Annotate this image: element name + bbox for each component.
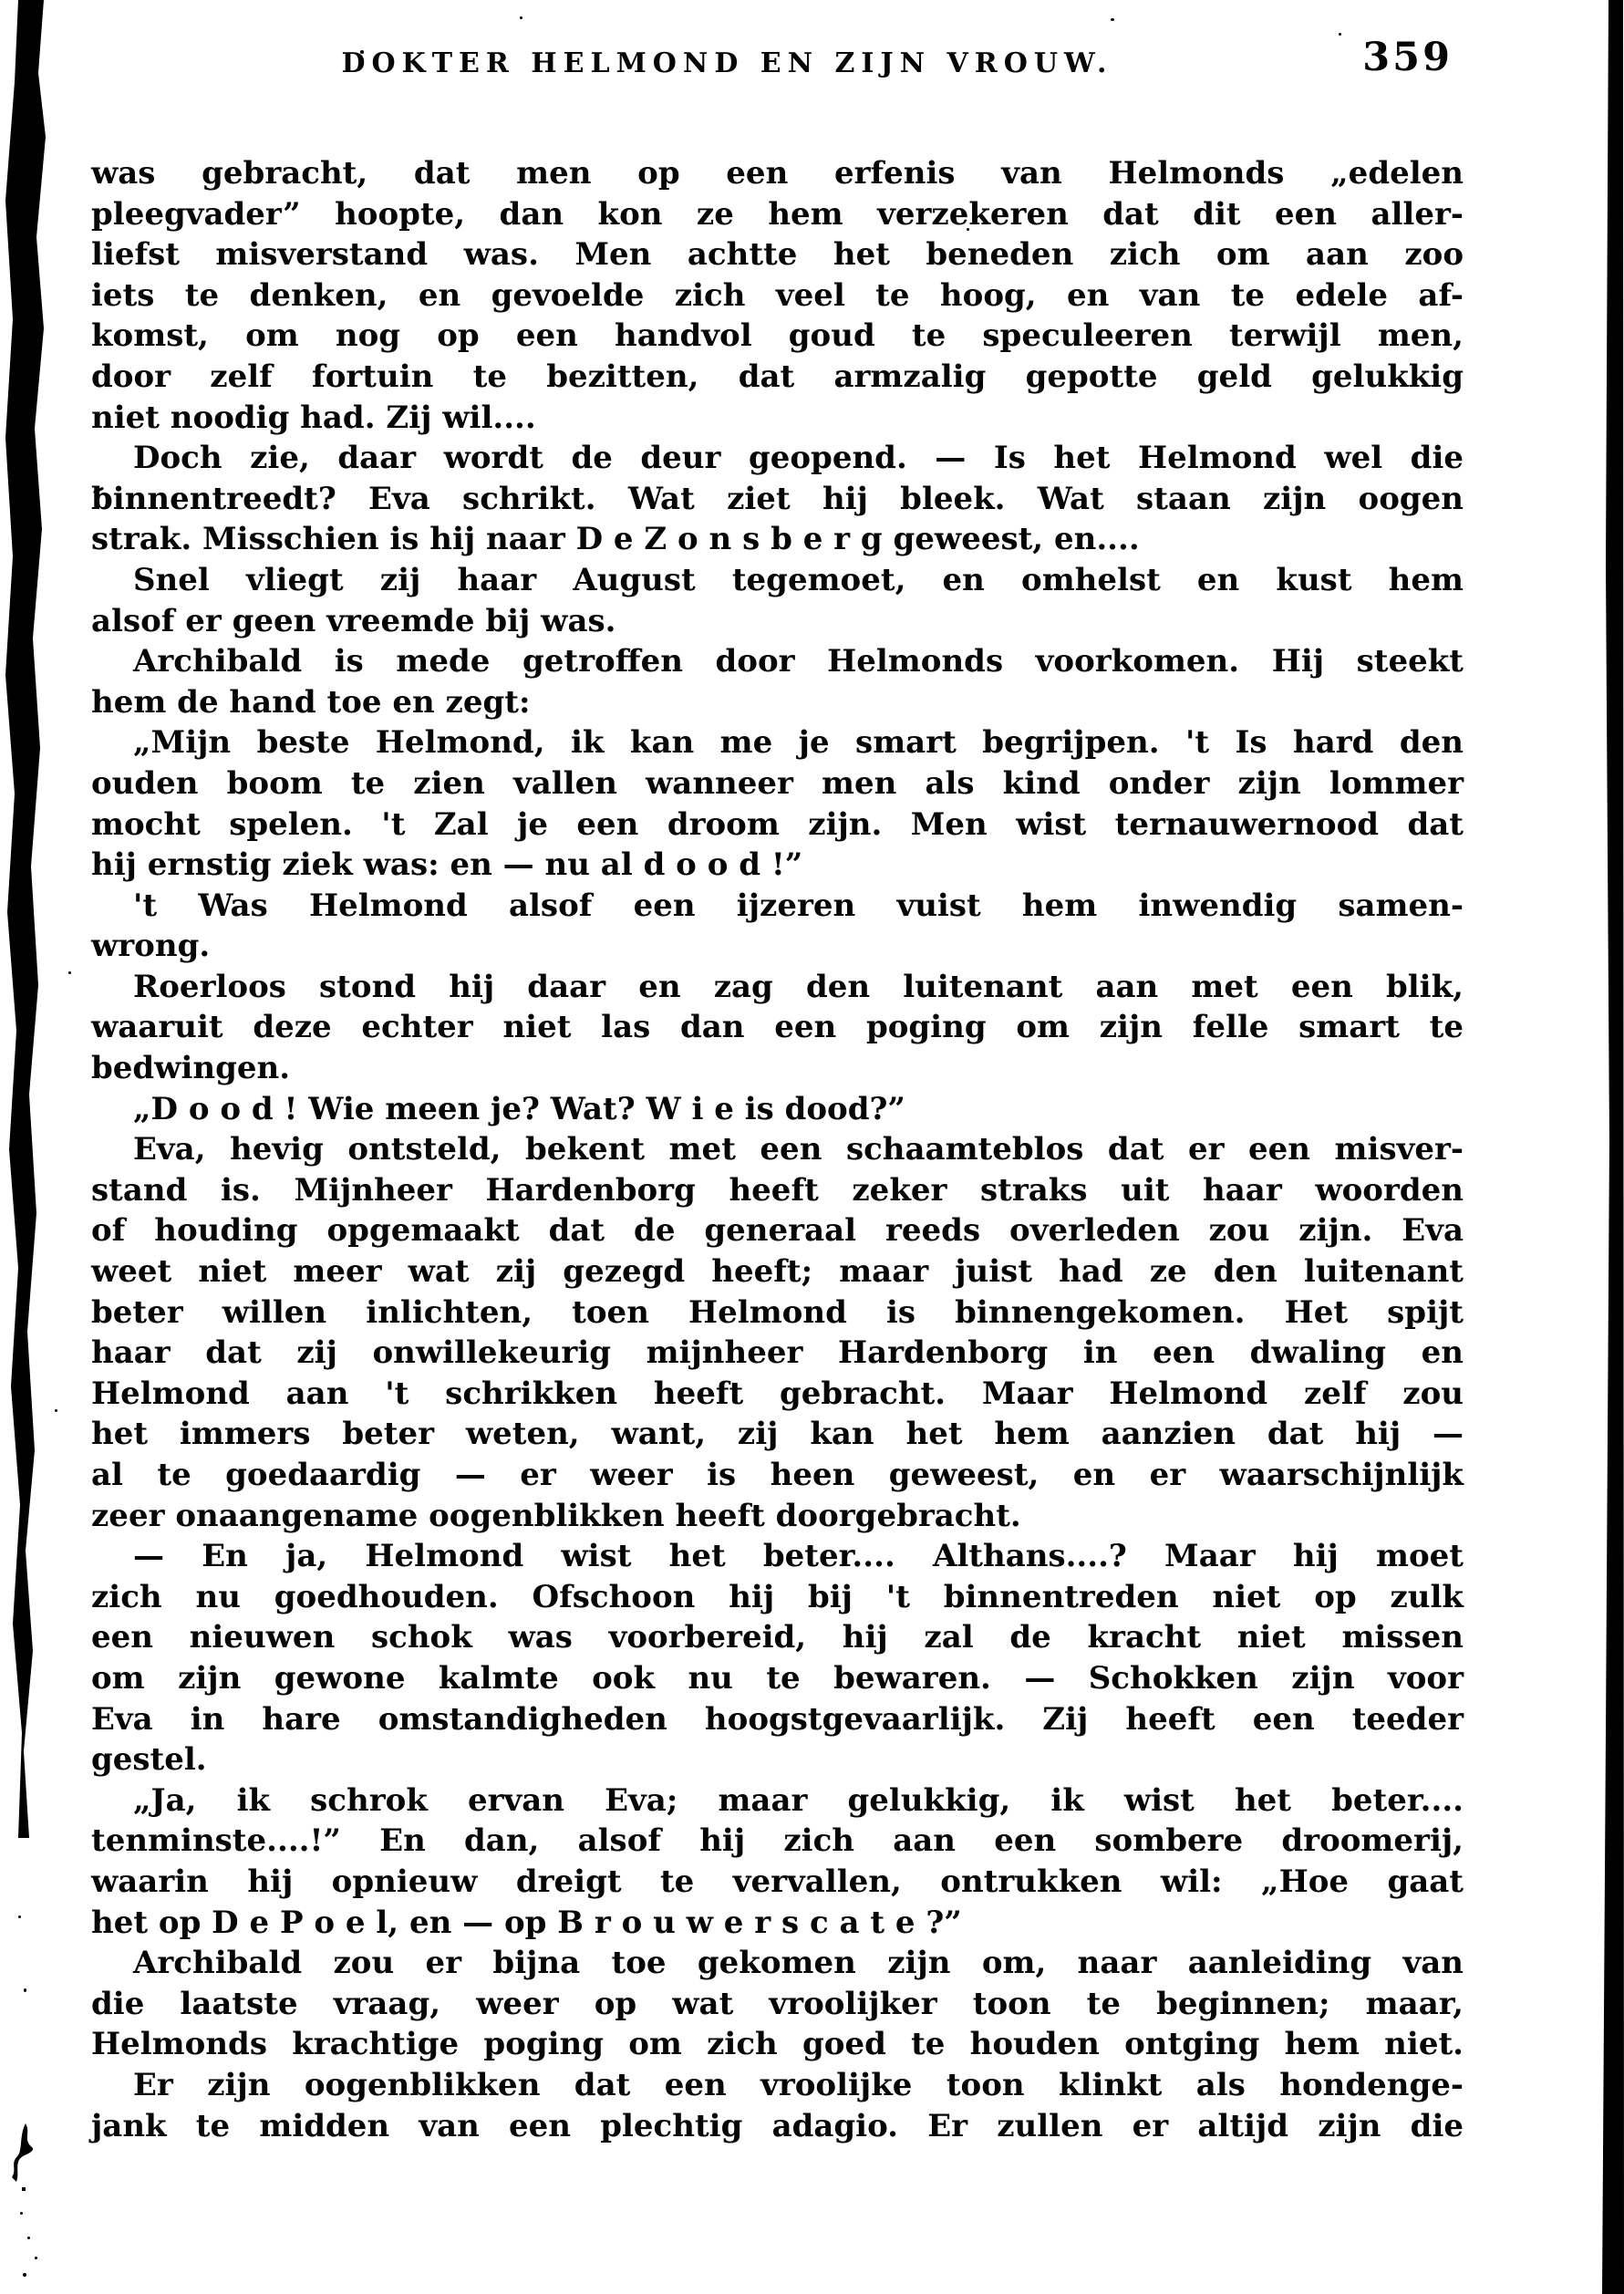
text-line: Helmond aan 't schrikken heeft gebracht. Maar Helmond zelf zou — [91, 1375, 1464, 1412]
text-line: Archibald is mede getroffen door Helmonds voorkomen. Hij steekt — [133, 643, 1464, 680]
text-line: beter willen inlichten, toen Helmond is binnengekomen. Het spijt — [91, 1293, 1464, 1331]
scan-binding-shadow-left — [5, 0, 53, 1842]
scan-speck — [520, 16, 522, 19]
text-line: het immers beter weten, want, zij kan het hem aanzien dat hij — — [91, 1416, 1464, 1453]
text-line: stand is. Mijnheer Hardenborg heeft zeker straks uit haar woorden — [91, 1171, 1464, 1209]
text-line: Eva in hare omstandigheden hoogstgevaarlijk. Zij heeft een teeder — [91, 1700, 1464, 1738]
text-line: 't Was Helmond alsof een ijzeren vuist hem inwendig samen- — [133, 887, 1464, 924]
text-line: hem de hand toe en zegt: — [91, 683, 531, 721]
text-line: jank te midden van een plechtig adagio. Er zullen er altijd zijn die — [91, 2107, 1464, 2144]
text-line: Helmonds krachtige poging om zich goed te houden ontging hem niet. — [91, 2026, 1464, 2063]
text-line: niet noodig had. Zij wil.... — [91, 399, 536, 436]
text-line: Eva, hevig ontsteld, bekent met een schaamteblos dat er een misver- — [133, 1131, 1464, 1168]
text-line: ouden boom te zien vallen wanneer men als kind onder zijn lommer — [91, 764, 1464, 802]
scan-speck — [18, 1915, 21, 1918]
scan-speck — [1111, 18, 1114, 21]
text-lines — [91, 153, 1464, 2146]
text-line: „Mijn beste Helmond, ik kan me je smart begrijpen. 't Is hard den — [133, 724, 1464, 762]
text-line: het op D e P o e l, en — op B r o u w e r s c a t e ?” — [91, 1904, 962, 1941]
scan-speck — [55, 1409, 57, 1412]
text-line: „Ja, ik schrok ervan Eva; maar gelukkig, ik wist het beter.... — [133, 1781, 1464, 1819]
text-line: wrong. — [91, 928, 211, 965]
text-line: strak. Misschien is hij naar D e Z o n s b e r g geweest, en.... — [91, 521, 1140, 558]
page-number: 359 — [1362, 35, 1453, 80]
text-line: al te goedaardig — er weer is heen geweest, en er waarschijnlijk — [91, 1457, 1464, 1493]
text-line: zeer onaangename oogenblikken heeft doorgebracht. — [91, 1497, 1021, 1534]
text-line: Roerloos stond hij daar en zag den luitenant aan met een blik, — [133, 968, 1464, 1005]
text-line: hij ernstig ziek was: en — nu al d o o d !” — [91, 846, 803, 884]
text-line: tenminste....!” En dan, alsof hij zich aan een sombere droomerij, — [91, 1822, 1464, 1860]
text-line: om zijn gewone kalmte ook nu te bewaren. — Schokken zijn voor — [91, 1659, 1464, 1697]
scan-speck — [20, 2212, 23, 2215]
text-line: komst, om nog op een handvol goud te speculeeren terwijl men, — [91, 317, 1464, 355]
text-line: bedwingen. — [91, 1050, 291, 1087]
text-line: liefst misverstand was. Men achtte het beneden zich om aan zoo — [91, 236, 1464, 274]
text-line: die laatste vraag, weer op wat vroolijker toon te beginnen; maar, — [91, 1985, 1464, 2022]
text-line: „D o o d ! Wie meen je? Wat? W i e is dood?” — [133, 1090, 905, 1127]
page-header — [91, 35, 1464, 99]
scan-speck — [24, 1988, 26, 1992]
ink-mark — [9, 2123, 46, 2195]
text-line: — En ja, Helmond wist het beter.... Althans....? Maar hij moet — [133, 1538, 1464, 1575]
text-line: binnentreedt? Eva schrikt. Wat ziet hij bleek. Wat staan zijn oogen — [91, 480, 1464, 517]
text-line: Er zijn oogenblikken dat een vroolijke toon klinkt als hondenge- — [133, 2066, 1464, 2103]
text-line: waarin hij opnieuw dreigt te vervallen, ontrukken wil: „Hoe gaat — [91, 1863, 1464, 1900]
text-line: Doch zie, daar wordt de deur geopend. — Is het Helmond wel die — [133, 440, 1464, 477]
text-line: waaruit deze echter niet las dan een poging om zijn felle smart te — [91, 1009, 1464, 1046]
text-line: was gebracht, dat men op een erfenis van Helmonds „edelen — [91, 155, 1464, 192]
scan-speck — [35, 2257, 37, 2259]
text-line: alsof er geen vreemde bij was. — [91, 602, 616, 639]
text-line: gestel. — [91, 1741, 207, 1779]
text-line: iets te denken, en gevoelde zich veel te hoog, en van te edele af- — [91, 276, 1464, 314]
text-line: of houding opgemaakt dat de generaal reeds overleden zou zijn. Eva — [91, 1212, 1464, 1250]
text-line: zich nu goedhouden. Ofschoon hij bij 't binnentreden niet op zulk — [91, 1578, 1464, 1615]
text-line: Snel vliegt zij haar August tegemoet, en omhelst en kust hem — [133, 561, 1464, 598]
scan-speck — [68, 971, 71, 974]
text-line: Archibald zou er bijna toe gekomen zijn om, naar aanleiding van — [133, 1945, 1464, 1982]
running-title: DOKTER HELMOND EN ZIJN VROUW. — [341, 47, 1113, 79]
text-line: door zelf fortuin te bezitten, dat armzalig gepotte geld gelukkig — [91, 358, 1464, 395]
scan-speck — [23, 2273, 26, 2277]
text-line: een nieuwen schok was voorbereid, hij zal de kracht niet missen — [91, 1619, 1464, 1656]
text-line: weet niet meer wat zij gezegd heeft; maar juist had ze den luitenant — [91, 1253, 1464, 1291]
scan-speck — [27, 2237, 30, 2239]
text-line: mocht spelen. 't Zal je een droom zijn. Men wist ternauwernood dat — [91, 805, 1464, 843]
text-line: haar dat zij onwillekeurig mijnheer Hardenborg in een dwaling en — [91, 1334, 1464, 1372]
scan-edge-shadow-right — [1601, 0, 1624, 2294]
text-line: pleegvader” hoopte, dan kon ze hem verzekeren dat dit een aller- — [91, 195, 1464, 233]
